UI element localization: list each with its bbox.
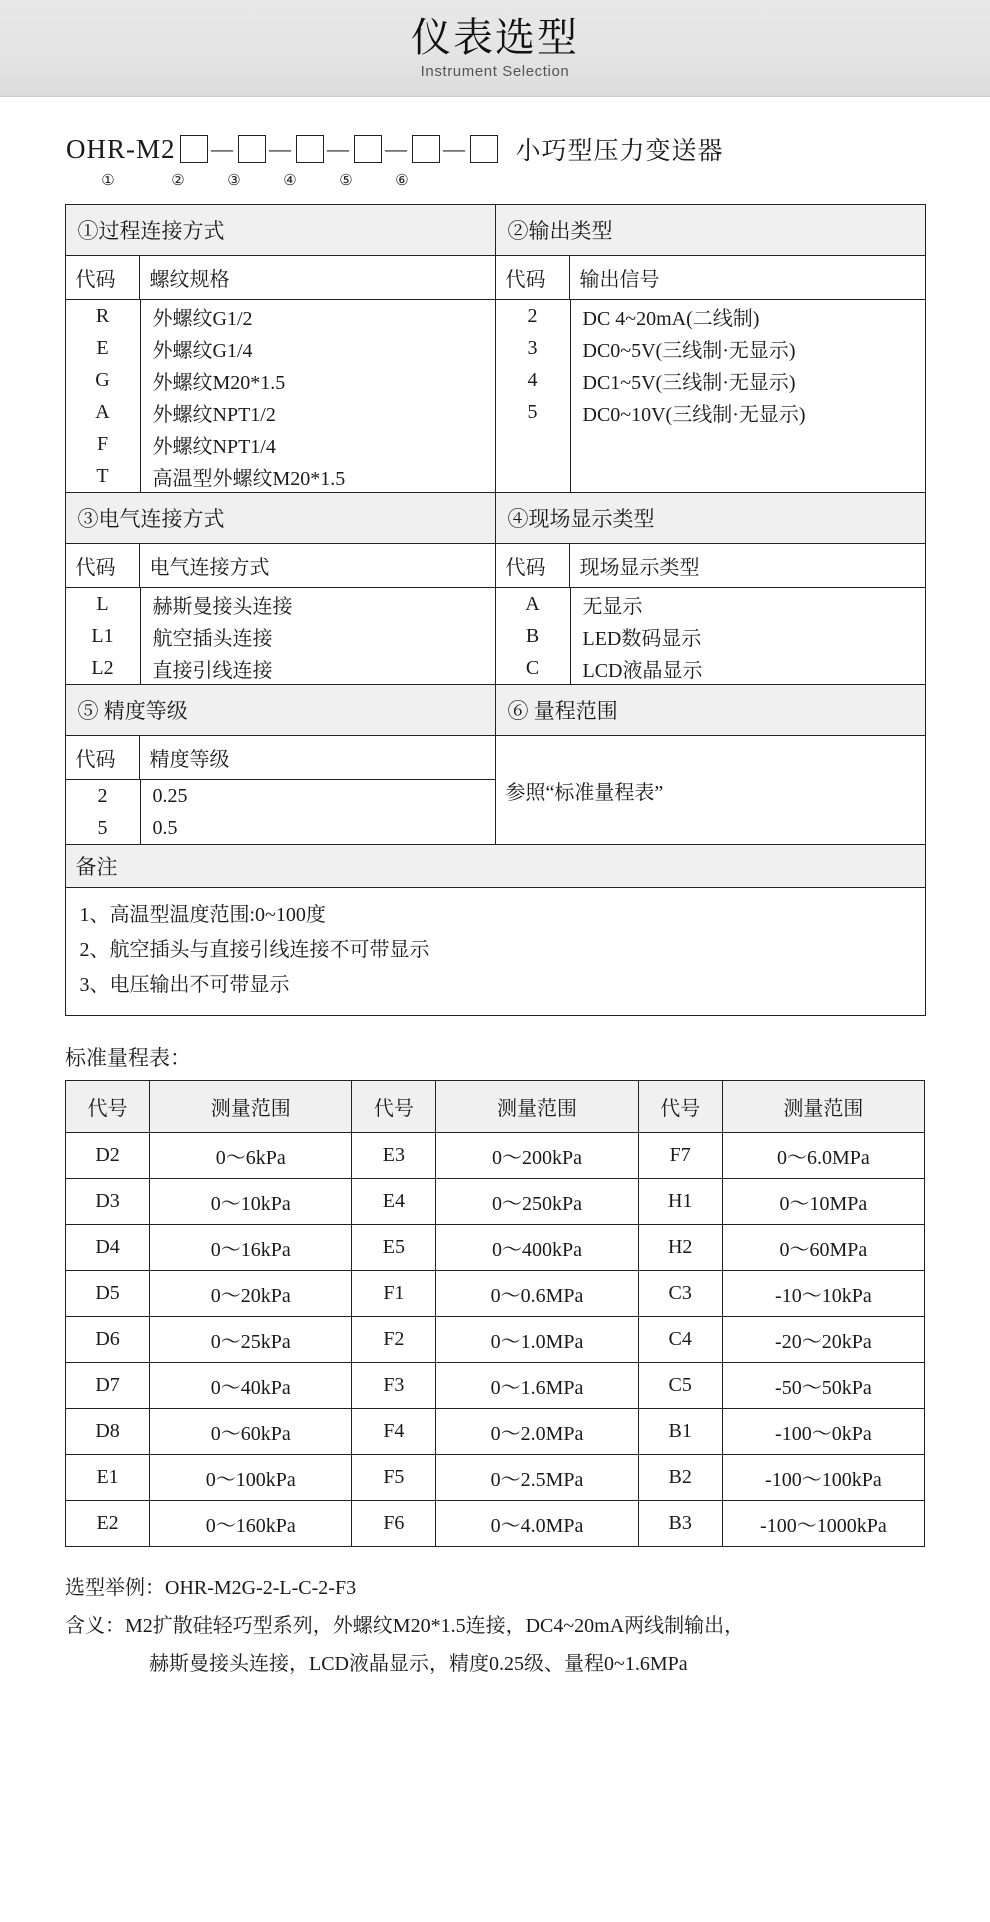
list-item: [66, 332, 495, 364]
col-value-1: 螺纹规格: [139, 256, 495, 300]
range-value: -100～0kPa: [722, 1409, 924, 1455]
range-col-header: 代号: [352, 1081, 436, 1133]
range-value: 0～400kPa: [436, 1225, 638, 1271]
range-code: F4: [352, 1409, 436, 1455]
row-value: LED数码显示: [582, 627, 702, 650]
table-row: [66, 1133, 925, 1179]
table-row: [66, 1271, 925, 1317]
note-item: 3、电压输出不可带显示: [79, 974, 290, 996]
range-value: 0～160kPa: [150, 1501, 352, 1547]
row-code: T: [66, 460, 141, 492]
table-row: [66, 1409, 925, 1455]
row-value: 外螺纹G1/2: [152, 307, 253, 330]
list-item: [496, 620, 925, 652]
row-value: DC 4~20mA(二线制): [582, 307, 760, 330]
section-header-row-2: [65, 493, 925, 544]
list-item: [66, 780, 495, 812]
range-col-header: 代号: [66, 1081, 150, 1133]
model-box-5: [412, 135, 440, 163]
model-dash-5: —: [443, 136, 467, 161]
range-value: -50～50kPa: [722, 1363, 924, 1409]
section-3-list: [65, 588, 495, 685]
row-value: LCD液晶显示: [582, 659, 703, 682]
selection-spec-table: [65, 204, 926, 1016]
table-row: [66, 1455, 925, 1501]
example-line-2: 含义：M2扩散硅轻巧型系列，外螺纹M20*1.5连接，DC4~20mA两线制输出，: [65, 1615, 745, 1637]
row-code: C: [496, 652, 571, 684]
range-value: -100～1000kPa: [722, 1501, 924, 1547]
section-4-list: [495, 588, 925, 685]
section-title-2: ②输出类型: [495, 205, 925, 256]
range-value: -10～10kPa: [722, 1271, 924, 1317]
range-code: E2: [66, 1501, 150, 1547]
range-col-header: 测量范围: [722, 1081, 924, 1133]
model-code-section: [0, 97, 990, 190]
range-value: 0～1.6MPa: [436, 1363, 638, 1409]
model-prefix: OHR-M2: [66, 133, 176, 164]
list-item: [496, 460, 925, 492]
model-marker-3: ③: [227, 173, 241, 189]
range-code: F3: [352, 1363, 436, 1409]
model-box-2: [238, 135, 266, 163]
list-item: [496, 332, 925, 364]
list-item: [66, 428, 495, 460]
row-code: [496, 428, 571, 460]
range-code: B3: [638, 1501, 722, 1547]
row-code: R: [66, 300, 141, 332]
table-row: [66, 1501, 925, 1547]
col-value-3: 电气连接方式: [139, 544, 495, 588]
row-code: 2: [496, 300, 571, 332]
col-code-1: 代码: [65, 256, 139, 300]
row-code: 5: [66, 812, 141, 844]
range-code: E3: [352, 1133, 436, 1179]
model-dash-1: —: [211, 136, 235, 161]
list-item: [66, 396, 495, 428]
list-item: [66, 460, 495, 492]
bottom-spacer: [0, 1683, 990, 1723]
list-item: [496, 588, 925, 620]
range-code: D6: [66, 1317, 150, 1363]
list-item: [496, 396, 925, 428]
list-item: [66, 364, 495, 396]
range-value: 0～16kPa: [150, 1225, 352, 1271]
range-value: 0～25kPa: [150, 1317, 352, 1363]
model-marker-4: ④: [283, 173, 297, 189]
row-code: L: [66, 588, 141, 620]
model-marker-5: ⑤: [339, 173, 353, 189]
range-value: 0～10kPa: [150, 1179, 352, 1225]
table-row: [66, 1317, 925, 1363]
row-value: 直接引线连接: [152, 659, 273, 682]
range-code: F5: [352, 1455, 436, 1501]
range-value: 0～200kPa: [436, 1133, 638, 1179]
notes-body: [65, 888, 925, 1016]
row-code: 3: [496, 332, 571, 364]
col-code-5: 代码: [65, 736, 139, 780]
range-header-row: [66, 1081, 925, 1133]
section-colheader-row-1: [65, 256, 925, 300]
range-value: 0～20kPa: [150, 1271, 352, 1317]
range-col-header: 代号: [638, 1081, 722, 1133]
range-code: F1: [352, 1271, 436, 1317]
list-item: [66, 300, 495, 332]
row-code: A: [66, 396, 141, 428]
row-code: A: [496, 588, 571, 620]
range-value: 0～60MPa: [722, 1225, 924, 1271]
standard-range-table: [65, 1080, 925, 1547]
row-code: F: [66, 428, 141, 460]
model-box-6: [470, 135, 498, 163]
row-value: 高温型外螺纹M20*1.5: [152, 467, 346, 490]
row-value: 外螺纹NPT1/2: [152, 403, 276, 426]
range-code: E1: [66, 1455, 150, 1501]
list-item: [496, 300, 925, 332]
range-value: 0～2.0MPa: [436, 1409, 638, 1455]
example-line-3: 赫斯曼接头连接，LCD液晶显示，精度0.25级、量程0~1.6MPa: [149, 1653, 688, 1675]
section-header-row-1: [65, 205, 925, 256]
range-value: 0～40kPa: [150, 1363, 352, 1409]
range-code: C3: [638, 1271, 722, 1317]
range-code: B1: [638, 1409, 722, 1455]
row-code: B: [496, 620, 571, 652]
range-code: B2: [638, 1455, 722, 1501]
row-code: 4: [496, 364, 571, 396]
row-code: [496, 460, 571, 492]
range-value: 0～60kPa: [150, 1409, 352, 1455]
example-line-1: 选型举例：OHR-M2G-2-L-C-2-F3: [65, 1577, 357, 1599]
section-title-1: ①过程连接方式: [65, 205, 495, 256]
range-code: H1: [638, 1179, 722, 1225]
range-col-header: 测量范围: [150, 1081, 352, 1133]
list-item: [496, 428, 925, 460]
selection-example: [65, 1569, 925, 1683]
model-code-line: [0, 131, 990, 167]
notes-header-row: [65, 845, 925, 888]
model-product-name: 小巧型压力变送器: [515, 138, 724, 165]
range-value: -20～20kPa: [722, 1317, 924, 1363]
row-value: 赫斯曼接头连接: [152, 595, 293, 618]
list-item: [66, 812, 495, 844]
row-value: 外螺纹NPT1/4: [152, 435, 276, 458]
row-code: E: [66, 332, 141, 364]
model-marker-row: [0, 171, 990, 190]
range-value: 0～100kPa: [150, 1455, 352, 1501]
range-code: D3: [66, 1179, 150, 1225]
row-value: 无显示: [582, 595, 643, 618]
table-row: [66, 1363, 925, 1409]
range-code: E4: [352, 1179, 436, 1225]
range-code: D8: [66, 1409, 150, 1455]
section-title-4: ④现场显示类型: [495, 493, 925, 544]
col-value-2: 输出信号: [569, 256, 925, 300]
range-code: D4: [66, 1225, 150, 1271]
range-code: E5: [352, 1225, 436, 1271]
section-title-3: ③电气连接方式: [65, 493, 495, 544]
section-5-list: [65, 780, 495, 845]
range-code: H2: [638, 1225, 722, 1271]
range-code: F2: [352, 1317, 436, 1363]
range-value: 0～10MPa: [722, 1179, 924, 1225]
spec-body-row-2: [65, 588, 925, 685]
page-banner: [0, 0, 990, 97]
range-value: 0～250kPa: [436, 1179, 638, 1225]
list-item: [66, 652, 495, 684]
row-value: DC1~5V(三线制·无显示): [582, 371, 796, 394]
model-box-4: [354, 135, 382, 163]
table-row: [66, 1179, 925, 1225]
model-dash-3: —: [327, 136, 351, 161]
row-code: 5: [496, 396, 571, 428]
col-code-4: 代码: [495, 544, 569, 588]
col-value-5: 精度等级: [139, 736, 495, 780]
section-2-list: [495, 300, 925, 493]
range-code: F6: [352, 1501, 436, 1547]
range-value: 0～1.0MPa: [436, 1317, 638, 1363]
col-value-4: 现场显示类型: [569, 544, 925, 588]
range-value: 0～4.0MPa: [436, 1501, 638, 1547]
model-marker-2: ②: [171, 173, 185, 189]
notes-body-row: [65, 888, 925, 1016]
model-marker-1: ①: [101, 173, 115, 189]
row-code: 2: [66, 780, 141, 812]
row-value: 航空插头连接: [152, 627, 273, 650]
notes-title: 备注: [65, 845, 925, 888]
row-code: L1: [66, 620, 141, 652]
table-row: [66, 1225, 925, 1271]
range-code: F7: [638, 1133, 722, 1179]
row-value: DC0~10V(三线制·无显示): [582, 403, 806, 426]
note-item: 2、航空插头与直接引线连接不可带显示: [79, 939, 430, 961]
page-subtitle: Instrument Selection: [420, 63, 570, 81]
section-colheader-row-3: [65, 736, 925, 780]
model-dash-4: —: [385, 136, 409, 161]
list-item: [66, 620, 495, 652]
row-value: 外螺纹M20*1.5: [152, 371, 286, 394]
range-code: D2: [66, 1133, 150, 1179]
row-value: 外螺纹G1/4: [152, 339, 253, 362]
section-colheader-row-2: [65, 544, 925, 588]
range-code: D7: [66, 1363, 150, 1409]
col-code-2: 代码: [495, 256, 569, 300]
range-code: C4: [638, 1317, 722, 1363]
model-box-1: [180, 135, 208, 163]
section-1-list: [65, 300, 495, 493]
list-item: [66, 588, 495, 620]
row-value: 0.5: [152, 816, 178, 839]
model-box-3: [296, 135, 324, 163]
col-code-3: 代码: [65, 544, 139, 588]
range-code: C5: [638, 1363, 722, 1409]
section-title-6: ⑥ 量程范围: [495, 685, 925, 736]
note-item: 1、高温型温度范围:0~100度: [79, 904, 326, 926]
range-value: 0～0.6MPa: [436, 1271, 638, 1317]
section-6-note: 参照“标准量程表”: [495, 736, 925, 845]
row-value: 0.25: [152, 784, 188, 807]
range-code: D5: [66, 1271, 150, 1317]
range-value: -100～100kPa: [722, 1455, 924, 1501]
range-value: 0～2.5MPa: [436, 1455, 638, 1501]
section-header-row-3: [65, 685, 925, 736]
section-title-5: ⑤ 精度等级: [65, 685, 495, 736]
row-code: L2: [66, 652, 141, 684]
page-title: 仪表选型: [411, 14, 579, 60]
range-value: 0～6.0MPa: [722, 1133, 924, 1179]
spec-body-row-1: [65, 300, 925, 493]
model-dash-2: —: [269, 136, 293, 161]
row-value: DC0~5V(三线制·无显示): [582, 339, 796, 362]
row-code: G: [66, 364, 141, 396]
model-marker-6: ⑥: [395, 173, 409, 189]
list-item: [496, 364, 925, 396]
range-table-title: 标准量程表：: [65, 1046, 191, 1070]
range-col-header: 测量范围: [436, 1081, 638, 1133]
range-value: 0～6kPa: [150, 1133, 352, 1179]
list-item: [496, 652, 925, 684]
